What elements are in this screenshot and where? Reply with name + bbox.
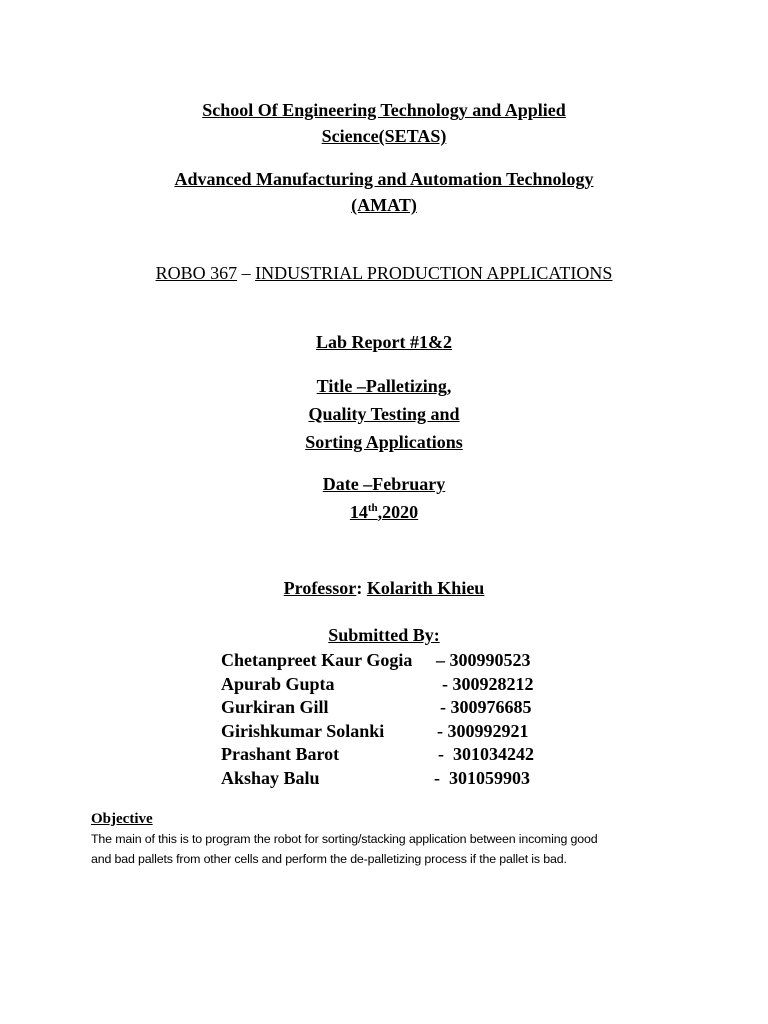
lab-report-label: Lab Report #1&2	[316, 332, 452, 352]
objective-section	[91, 809, 691, 869]
program-line-1: Advanced Manufacturing and Automation Technology	[174, 169, 594, 189]
lab-report-number	[0, 329, 768, 355]
program-heading	[0, 166, 768, 218]
member-name: Girishkumar Solanki	[221, 720, 385, 741]
report-title	[0, 372, 768, 456]
professor-name: Kolarith Khieu	[366, 578, 485, 598]
course-name: INDUSTRIAL PRODUCTION APPLICATIONS	[255, 263, 613, 283]
professor-colon: :	[356, 578, 367, 598]
professor-label: Professor	[283, 578, 357, 598]
objective-line-2: and bad pallets from other cells and perform the de-palletizing process if the pallet is bad.	[91, 852, 567, 866]
submitted-label: Submitted By:	[328, 625, 440, 645]
objective-heading: Objective	[91, 811, 153, 827]
date-year: ,2020	[377, 502, 419, 522]
course-separator: –	[237, 263, 256, 283]
date-suffix: th	[367, 502, 378, 514]
course-heading	[0, 260, 768, 286]
report-title-line-1: Title –Palletizing,	[316, 376, 452, 396]
professor-line	[0, 575, 768, 601]
course-code: ROBO 367	[155, 263, 238, 283]
member-id: - 301059903	[434, 767, 530, 788]
member-name: Apurab Gupta	[221, 673, 335, 694]
member-id: - 301034242	[438, 744, 534, 764]
school-line-2: Science(SETAS)	[321, 126, 447, 146]
objective-line-1: The main of this is to program the robot for sorting/stacking application between incoming good	[91, 832, 598, 846]
member-name: Prashant Barot	[221, 744, 340, 764]
member-id: - 300976685	[440, 697, 532, 717]
objective-body	[91, 829, 691, 869]
report-date-line-1: Date –February	[322, 474, 446, 494]
report-date	[0, 470, 768, 526]
member-name: Akshay Balu	[221, 767, 320, 788]
program-line-2: (AMAT)	[351, 195, 417, 215]
submitted-heading	[0, 622, 768, 648]
member-name: Gurkiran Gill	[221, 697, 329, 717]
member-id: – 300990523	[436, 650, 531, 670]
member-id: - 300928212	[442, 673, 534, 694]
report-title-line-3: Sorting Applications	[305, 432, 463, 452]
report-date-line-2	[0, 498, 768, 526]
school-heading	[0, 97, 768, 149]
report-title-line-2: Quality Testing and	[308, 404, 460, 424]
date-day: 14	[349, 502, 368, 522]
school-line-1: School Of Engineering Technology and Applied	[202, 100, 566, 120]
member-id: - 300992921	[437, 720, 529, 741]
member-name: Chetanpreet Kaur Gogia	[221, 650, 413, 670]
